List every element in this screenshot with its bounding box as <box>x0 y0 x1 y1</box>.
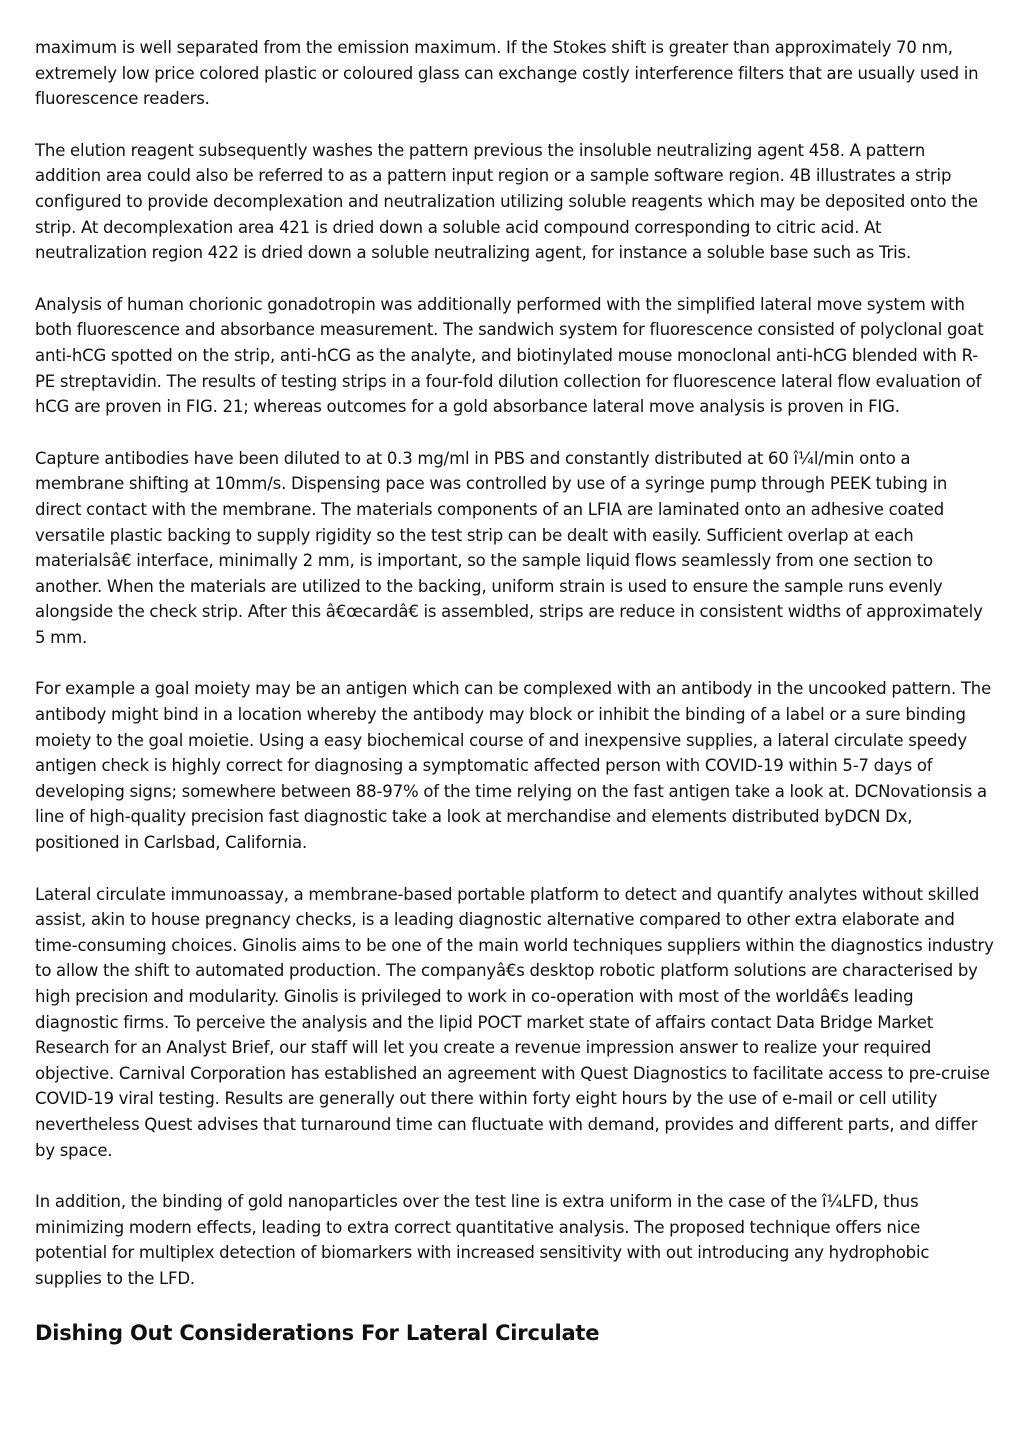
paragraph-lateral-immunoassay: Lateral circulate immunoassay, a membrane-based portable platform to detect and quantify analytes without skilled assist, akin to house pregnancy checks, is a leading diagnostic alternative compared to other extra elaborate and time-consuming choices. Ginolis aims to be one of the main world techniques suppliers within the diagnostics industry to allow the shift to automated production. The companyâ€s desktop robotic platform solutions are characterised by high precision and modularity. Ginolis is privileged to work in co-operation with most of the worldâ€s leading diagnostic firms. To perceive the analysis and the lipid POCT market state of affairs contact Data Bridge Market Research for an Analyst Brief, our staff will let you create a revenue impression answer to realize your required objective. Carnival Corporation has established an agreement with Quest Diagnostics to facilitate access to pre-cruise COVID-19 viral testing. Results are generally out there within forty eight hours by the use of e-mail or cell utility nevertheless Quest advises that turnaround time can fluctuate with demand, provides and different parts, and differ by space. <box>35 884 994 1160</box>
paragraph-hcg-analysis: Analysis of human chorionic gonadotropin was additionally performed with the simplified lateral move system with both fluorescence and absorbance measurement. The sandwich system for fluorescence consisted of polyclonal goat anti-hCG spotted on the strip, anti-hCG as the analyte, and biotinylated mouse monoclonal anti-hCG blended with R-PE streptavidin. The results of testing strips in a four-fold dilution collection for fluorescence lateral flow evaluation of hCG are proven in FIG. 21; whereas outcomes for a gold absorbance lateral move analysis is proven in FIG. <box>35 294 984 417</box>
paragraph-gold-nanoparticles: In addition, the binding of gold nanoparticles over the test line is extra uniform in the case of the î¼LFD, thus minimizing modern effects, leading to extra correct quantitative analysis. The proposed technique offers nice potential for multiplex detection of biomarkers with increased sensitivity with out introducing any hydrophobic supplies to the LFD. <box>35 1192 930 1288</box>
paragraph-elution-reagent: The elution reagent subsequently washes the pattern previous the insoluble neutralizing agent 458. A pattern addition area could also be referred to as a pattern input region or a sample software region. 4B illustrates a strip configured to provide decomplexation and neutralization utilizing soluble reagents which may be deposited onto the strip. At decomplexation area 421 is dried down a soluble acid compound corresponding to citric acid. At neutralization region 422 is dried down a soluble neutralizing agent, for instance a soluble base such as Tris. <box>35 140 978 263</box>
section-heading: Dishing Out Considerations For Lateral Circulate <box>35 1320 600 1345</box>
paragraph-goal-moiety: For example a goal moiety may be an antigen which can be complexed with an antibody in the uncooked pattern. The antibody might bind in a location whereby the antibody may block or inhibit the binding of a label or a sure binding moiety to the goal moietie. Using a easy biochemical course of and inexpensive supplies, a lateral circulate speedy antigen check is highly correct for diagnosing a symptomatic affected person with COVID-19 within 5-7 days of developing signs; somewhere between 88-97% of the time relying on the fast antigen take a look at. DCNovationsis a line of high-quality precision fast diagnostic take a look at merchandise and elements distributed byDCN Dx, positioned in Carlsbad, California. <box>35 679 992 853</box>
paragraph-capture-antibodies: Capture antibodies have been diluted to at 0.3 mg/ml in PBS and constantly distributed at 60 î¼l/min onto a membrane shifting at 10mm/s. Dispensing pace was controlled by use of a syringe pump through PEEK tubing in direct contact with the membrane. The materials components of an LFIA are laminated onto an adhesive coated versatile plastic backing to supply rigidity so the test strip can be dealt with easily. Sufficient overlap at each materialsâ€ interface, minimally 2 mm, is important, so the sample liquid flows seamlessly from one section to another. When the materials are utilized to the backing, uniform strain is used to ensure the sample runs evenly alongside the check strip. After this â€œcardâ€ is assembled, strips are reduce in consistent widths of approximately 5 mm. <box>35 448 983 647</box>
document-page <box>35 35 995 1348</box>
paragraph-stokes-shift: maximum is well separated from the emission maximum. If the Stokes shift is greater than approximately 70 nm, extremely low price colored plastic or coloured glass can exchange costly interference filters that are usually used in fluorescence readers. <box>35 38 979 109</box>
